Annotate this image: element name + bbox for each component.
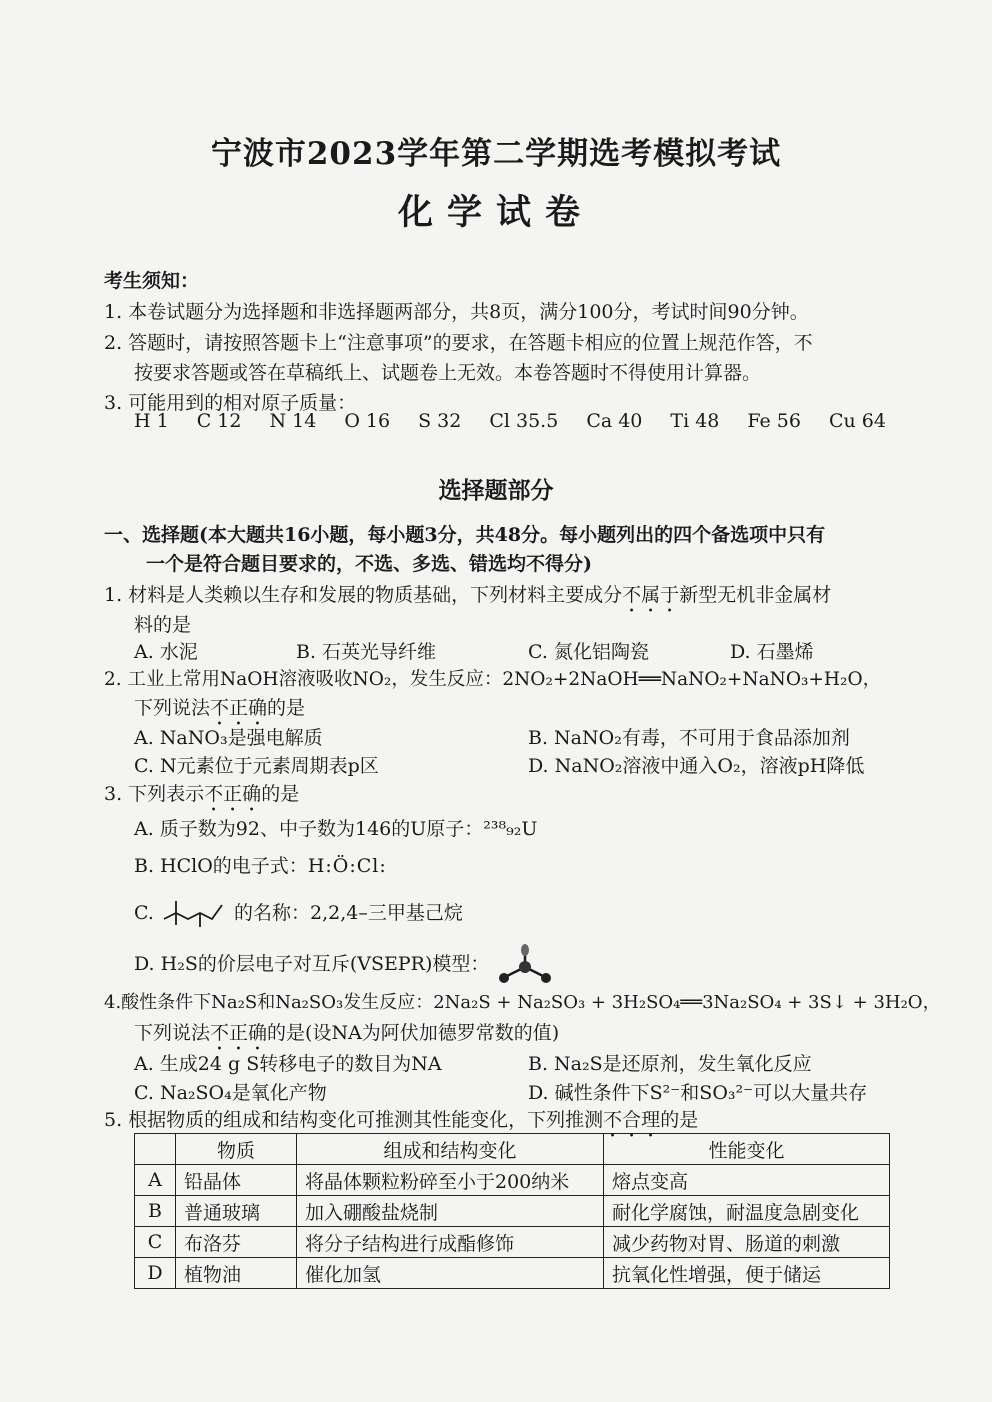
table-cell: 普通玻璃 bbox=[176, 1196, 297, 1227]
q4-stem: 4.酸性条件下Na₂S和Na₂SO₃发生反应：2Na₂S + Na₂SO₃ + 3H₂SO₄══3Na₂SO₄ + 3S↓ + 3H₂O， bbox=[104, 992, 941, 1013]
table-header: 性能变化 bbox=[604, 1134, 890, 1165]
q1-option-c: C. 氮化铝陶瓷 bbox=[528, 641, 649, 663]
table-header: 物质 bbox=[176, 1134, 297, 1165]
mass-o: O 16 bbox=[344, 410, 391, 432]
q4-emphasis: 不正确 bbox=[210, 1022, 268, 1044]
mass-fe: Fe 56 bbox=[747, 410, 801, 432]
table-cell: 加入硼酸盐烧制 bbox=[297, 1196, 604, 1227]
skeletal-formula-icon bbox=[162, 899, 226, 929]
q1-emphasis: 不属于 bbox=[622, 584, 680, 606]
q2-option-d: D. NaNO₂溶液中通入O₂，溶液pH降低 bbox=[528, 755, 865, 777]
exam-subtitle: 化学试卷 bbox=[397, 192, 594, 233]
q1-option-d: D. 石墨烯 bbox=[730, 641, 814, 663]
notice-item-2b: 按要求答题或答在草稿纸上、试题卷上无效。本卷答题时不得使用计算器。 bbox=[134, 362, 762, 384]
q4-option-b: B. Na₂S是还原剂，发生氧化反应 bbox=[528, 1053, 812, 1075]
q4-option-d: D. 碱性条件下S²⁻和SO₃²⁻可以大量共存 bbox=[528, 1082, 868, 1104]
notice-item-3: 3. 可能用到的相对原子质量： bbox=[104, 392, 357, 414]
q3-option-b: B. HClO的电子式：H:Ö:Cl: bbox=[134, 855, 387, 877]
mass-ca: Ca 40 bbox=[586, 410, 643, 432]
q2-emphasis: 不正确 bbox=[210, 697, 268, 719]
q4-option-a: A. 生成24 g S转移电子的数目为NA bbox=[134, 1053, 442, 1075]
q2-option-b: B. NaNO₂有毒，不可用于食品添加剂 bbox=[528, 727, 850, 749]
q3-option-c: C. 的名称：2,2,4–三甲基己烷 bbox=[134, 898, 463, 929]
table-cell: 抗氧化性增强，便于储运 bbox=[604, 1258, 890, 1289]
part1-instructions-2: 一个是符合题目要求的，不选、多选、错选均不得分) bbox=[146, 553, 592, 575]
table-header: 组成和结构变化 bbox=[297, 1134, 604, 1165]
table-cell: D bbox=[135, 1258, 176, 1289]
vsepr-model-icon bbox=[495, 943, 555, 987]
notice-item-2a: 2. 答题时，请按照答题卡上“注意事项”的要求，在答题卡相应的位置上规范作答，不 bbox=[104, 332, 813, 354]
mass-cu: Cu 64 bbox=[828, 410, 886, 432]
q1-option-a: A. 水泥 bbox=[134, 641, 198, 663]
table-cell: 催化加氢 bbox=[297, 1258, 604, 1289]
table-cell: 耐化学腐蚀，耐温度急剧变化 bbox=[604, 1196, 890, 1227]
q4-option-c: C. Na₂SO₄是氧化产物 bbox=[134, 1082, 327, 1104]
q5-stem: 5. 根据物质的组成和结构变化可推测其性能变化，下列推测不合理的是 bbox=[104, 1109, 699, 1131]
table-cell: 将晶体颗粒粉碎至小于200纳米 bbox=[297, 1165, 604, 1196]
q5-table bbox=[134, 1133, 890, 1289]
table-header-row bbox=[135, 1134, 890, 1165]
q4-stem-cont: 下列说法不正确的是(设NA为阿伏加德罗常数的值) bbox=[134, 1022, 560, 1044]
q3-option-a: A. 质子数为92、中子数为146的U原子：²³⁸₉₂U bbox=[134, 818, 538, 840]
table-row bbox=[135, 1227, 890, 1258]
q3-emphasis: 不正确 bbox=[204, 783, 262, 805]
q2-option-a: A. NaNO₃是强电解质 bbox=[134, 727, 323, 749]
q2-stem-cont: 下列说法不正确的是 bbox=[134, 697, 306, 719]
table-row bbox=[135, 1196, 890, 1227]
table-cell: B bbox=[135, 1196, 176, 1227]
table-header bbox=[135, 1134, 176, 1165]
q2-option-c: C. N元素位于元素周期表p区 bbox=[134, 755, 379, 777]
uranium-nuclide: ²³⁸₉₂U bbox=[483, 818, 538, 840]
q3-option-d: D. H₂S的价层电子对互斥(VSEPR)模型： bbox=[134, 943, 555, 987]
table-cell: 植物油 bbox=[176, 1258, 297, 1289]
table-cell: 将分子结构进行成酯修饰 bbox=[297, 1227, 604, 1258]
notice-heading: 考生须知： bbox=[104, 270, 200, 292]
q2-stem: 2. 工业上常用NaOH溶液吸收NO₂，发生反应：2NO₂+2NaOH══NaNO₂+NaNO₃+H₂O， bbox=[104, 669, 882, 690]
q5-emphasis: 不合理 bbox=[603, 1109, 661, 1131]
q1-stem: 1. 材料是人类赖以生存和发展的物质基础，下列材料主要成分不属于新型无机非金属材 bbox=[104, 584, 832, 606]
mass-s: S 32 bbox=[418, 410, 462, 432]
mass-c: C 12 bbox=[196, 410, 242, 432]
part1-instructions-1: 一、选择题(本大题共16小题，每小题3分，共48分。每小题列出的四个备选项中只有 bbox=[104, 524, 826, 546]
q3-stem: 3. 下列表示不正确的是 bbox=[104, 783, 300, 805]
table-cell: C bbox=[135, 1227, 176, 1258]
table-cell: 熔点变高 bbox=[604, 1165, 890, 1196]
mass-h: H 1 bbox=[134, 410, 169, 432]
table-row bbox=[135, 1258, 890, 1289]
q1-stem-cont: 料的是 bbox=[134, 614, 192, 636]
hclo-electron-formula: H:Ö:Cl: bbox=[307, 855, 387, 877]
table-row bbox=[135, 1165, 890, 1196]
table-cell: A bbox=[135, 1165, 176, 1196]
mass-n: N 14 bbox=[269, 410, 317, 432]
mass-ti: Ti 48 bbox=[670, 410, 720, 432]
table-cell: 铅晶体 bbox=[176, 1165, 297, 1196]
exam-title: 宁波市2023学年第二学期选考模拟考试 bbox=[210, 136, 782, 172]
table-cell: 布洛芬 bbox=[176, 1227, 297, 1258]
section-title: 选择题部分 bbox=[438, 477, 554, 504]
q1-option-b: B. 石英光导纤维 bbox=[296, 641, 437, 663]
mass-cl: Cl 35.5 bbox=[489, 410, 559, 432]
atomic-masses bbox=[134, 410, 914, 432]
table-cell: 减少药物对胃、肠道的刺激 bbox=[604, 1227, 890, 1258]
notice-item-1: 1. 本卷试题分为选择题和非选择题两部分，共8页，满分100分，考试时间90分钟。 bbox=[104, 301, 809, 323]
